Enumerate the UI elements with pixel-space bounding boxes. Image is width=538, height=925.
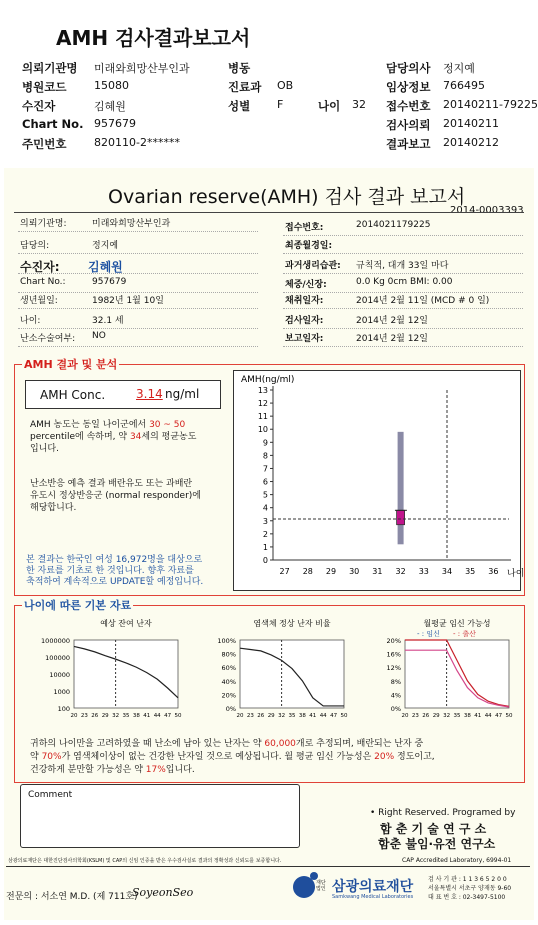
cap-accreditation: CAP Accredited Laboratory, 6994-01 (402, 857, 512, 864)
patient-row-line (18, 273, 258, 274)
signature-image: SoyeonSeo (132, 886, 194, 899)
contact-line: 검 사 기 관 : 1 1 3 6 5 2 0 0 (428, 876, 507, 883)
mini-y-tick-label: 12% (386, 664, 401, 673)
request-field-l4: 담당의사 (386, 61, 431, 75)
remaining-eggs-value: 60,000 (264, 739, 296, 749)
mini-x-tick-label: 47 (330, 713, 338, 719)
mini-y-tick-label: 4% (390, 691, 401, 700)
x-tick-label: 35 (465, 567, 476, 576)
remaining-eggs-chart (26, 614, 191, 730)
mini-x-tick-label: 29 (101, 713, 109, 719)
age-section-title: 나이에 따른 기본 자료 (24, 599, 132, 612)
mini-x-tick-label: 35 (288, 713, 296, 719)
mini-chart-title: 월평균 임신 가능성 (423, 619, 491, 628)
contact-line: 대 표 번 호 : 02-3497-5100 (428, 894, 506, 901)
y-tick-label: 4 (262, 503, 268, 513)
mini-chart-title: 염색체 정상 난자 비율 (253, 619, 331, 628)
response-prediction-text (30, 478, 201, 514)
para1-c: percentile에 속하며, 약 (30, 432, 130, 442)
amh-iqr-box (397, 510, 405, 524)
patient-label-6: 난소수술여부: (20, 334, 76, 344)
mini-y-tick-label: 0% (225, 705, 236, 713)
title-divider (14, 212, 524, 213)
percentile-range: 30 ~ 50 (149, 420, 186, 430)
patient-value-1: 정지예 (92, 241, 119, 251)
patient-value-6: NO (92, 331, 106, 341)
mini-x-tick-label: 41 (309, 713, 317, 719)
mini-y-tick-label: 100000 (45, 654, 70, 662)
request-field-l1: 수진자 (22, 99, 56, 113)
x-tick-label: 28 (302, 567, 313, 576)
equivalent-age: 34 (129, 432, 142, 442)
mini-y-tick-label: 8% (390, 677, 401, 686)
patient-value-2: 김혜원 (88, 260, 123, 274)
mini-x-tick-label: 44 (319, 713, 327, 719)
mini-x-tick-label: 26 (257, 713, 265, 719)
rights-text: • Right Reserved. Programed by (370, 808, 516, 818)
contact-line: 서울특별시 서초구 양재동 9-60 (428, 885, 512, 892)
patient-row-line (18, 253, 258, 254)
mini-x-tick-label: 26 (422, 713, 430, 719)
request-field-v1: 미래와희망산부인과 (94, 62, 190, 75)
report-row-line (283, 308, 523, 309)
mini-x-tick-label: 41 (474, 713, 482, 719)
report-label-5: 검사일자: (285, 316, 324, 326)
request-field-v4: 766495 (443, 79, 485, 92)
mini-y-tick-label: 0% (390, 705, 401, 713)
y-tick-label: 10 (257, 425, 268, 435)
mini-x-tick-label: 38 (298, 713, 306, 719)
mini-x-tick-label: 20 (401, 713, 409, 719)
foundation-name: 삼광의료재단 (332, 879, 414, 895)
patient-value-0: 미래와희망산부인과 (92, 219, 171, 229)
mini-x-tick-label: 35 (122, 713, 130, 719)
x-tick-label: 34 (441, 567, 453, 576)
report-label-2: 과거생리습관: (285, 261, 341, 271)
request-field-v2: OB (277, 79, 294, 92)
para2-line: 난소반응 예측 결과 배란유도 또는 과배란 (30, 479, 193, 489)
summary-part: 정도이고, (394, 752, 435, 762)
para2-line: 해당합니다. (30, 503, 77, 513)
request-field-v4: 20140212 (443, 136, 499, 149)
report-label-3: 체중/신장: (285, 280, 327, 290)
amh-age-chart (233, 370, 525, 589)
summary-part: 귀하의 나이만을 고려하였을 때 난소에 남아 있는 난자는 약 (30, 739, 265, 749)
mini-y-tick-label: 40% (221, 677, 236, 686)
patient-value-5: 32.1 세 (92, 316, 124, 326)
y-tick-label: 2 (262, 529, 268, 539)
request-field-l4: 접수번호 (386, 99, 431, 113)
y-tick-label: 7 (262, 464, 268, 474)
request-field-l4: 결과보고 (386, 137, 431, 151)
patient-label-5: 나이: (20, 316, 41, 326)
mini-y-tick-label: 1000000 (41, 637, 70, 645)
request-field-v2: F (277, 98, 284, 111)
mini-x-tick-label: 23 (411, 713, 419, 719)
request-field-l2: 성별 (228, 99, 251, 113)
request-field-v1: 820110-2****** (94, 136, 180, 149)
mini-y-tick-label: 16% (386, 650, 401, 659)
amh-value: 3.14 (136, 387, 163, 401)
report-value-3: 0.0 Kg 0cm BMI: 0.00 (356, 277, 453, 287)
y-tick-label: 9 (262, 438, 268, 448)
lab-name-2: 함춘 불임·유전 연구소 (378, 837, 496, 851)
mini-chart-title: 예상 잔여 난자 (100, 619, 152, 628)
specialist-name: 전문의 : 서소연 M.D. (제 711호) (6, 892, 138, 902)
mini-x-tick-label: 50 (340, 713, 348, 719)
report-doc-number: 2014-0003393 (450, 205, 524, 216)
fine-print: 삼광의료재단은 대한진단검사의학회(KSLM) 및 CAP의 신임 인증을 받은 우수검사실로 결과의 정확성과 신뢰도를 보증합니다. (8, 858, 282, 864)
y-tick-label: 13 (257, 386, 268, 395)
request-field-v4: 20140211 (443, 117, 499, 130)
mini-y-tick-label: 1000 (53, 688, 70, 696)
amh-percentile-text (30, 419, 196, 455)
mini-y-tick-label: 10000 (49, 671, 70, 679)
mini-x-tick-label: 20 (236, 713, 244, 719)
patient-row-line (18, 328, 258, 329)
summary-part: 개로 추정되며, 배란되는 난자 중 (295, 739, 424, 749)
request-field-l1: 의뢰기관명 (22, 61, 78, 75)
mini-x-tick-label: 47 (164, 713, 172, 719)
request-field-v1: 김혜원 (94, 100, 126, 113)
notice-line: 본 결과는 한국인 여성 16,972명을 대상으로 (26, 555, 203, 565)
mini-x-tick-label: 23 (246, 713, 254, 719)
report-row-line (283, 346, 523, 347)
para1-a: AMH 농도는 동일 나이군에서 (30, 420, 150, 430)
mini-y-tick-label: 20% (386, 637, 401, 645)
request-field-v1: 957679 (94, 117, 136, 130)
y-tick-label: 8 (262, 451, 268, 461)
y-tick-label: 0 (262, 556, 268, 565)
mini-y-tick-label: 100% (217, 637, 236, 645)
foundation-name-en: Samkwang Medical Laboratories (332, 894, 414, 900)
mini-x-tick-label: 20 (70, 713, 78, 719)
y-tick-label: 1 (262, 542, 268, 552)
summary-part: 입니다. (165, 765, 195, 775)
summary-part: 가 염색체이상이 없는 건강한 난자일 것으로 예상됩니다. 월 평균 임신 가능성은 (61, 752, 375, 762)
report-label-0: 접수번호: (285, 223, 324, 233)
x-axis-label: 나이 (507, 569, 525, 579)
request-field-v3: 32 (352, 98, 366, 111)
report-row-line (283, 253, 523, 254)
x-tick-label: 33 (418, 567, 429, 576)
report-row-line (283, 235, 523, 236)
foundation-logo-dot-icon (310, 872, 318, 880)
mini-y-tick-label: 20% (221, 691, 236, 700)
notice-line: 축적하여 계속적으로 UPDATE할 예정입니다. (26, 577, 204, 587)
x-tick-label: 36 (488, 567, 499, 576)
y-tick-label: 6 (262, 477, 268, 487)
report-label-1: 최종월경일: (285, 241, 333, 251)
mini-x-tick-label: 32 (443, 713, 451, 719)
mini-x-tick-label: 29 (432, 713, 440, 719)
mini-y-tick-label: 100 (57, 705, 70, 713)
report-value-4: 2014년 2월 11일 (MCD # 0 일) (356, 296, 490, 306)
patient-label-1: 담당의: (20, 241, 50, 251)
mini-x-tick-label: 41 (143, 713, 151, 719)
normal-eggs-value: 70% (41, 752, 62, 762)
request-field-l4: 임상정보 (386, 80, 431, 94)
patient-row-line (18, 346, 258, 347)
patient-label-2: 수진자: (20, 260, 60, 274)
request-field-l3: 나이 (318, 99, 341, 113)
amh-range-bar (398, 432, 404, 544)
y-tick-label: 11 (257, 412, 268, 422)
request-field-l1: Chart No. (22, 117, 84, 131)
request-field-l2: 병동 (228, 61, 251, 75)
amh-section-title: AMH 결과 및 분석 (24, 358, 118, 371)
report-label-4: 채취일자: (285, 296, 324, 306)
mini-x-tick-label: 32 (112, 713, 120, 719)
report-value-5: 2014년 2월 12일 (356, 316, 428, 326)
delivery-value: 17% (145, 765, 166, 775)
lab-name-1: 함 춘 기 술 연 구 소 (380, 822, 487, 836)
para1-e: 세의 평균농도 (141, 432, 197, 442)
report-label-6: 보고일자: (285, 334, 324, 344)
patient-row-line (18, 308, 258, 309)
patient-row-line (18, 231, 258, 232)
report-row-line (283, 273, 523, 274)
report-title: Ovarian reserve(AMH) 검사 결과 보고서 (108, 186, 466, 208)
mini-x-tick-label: 35 (453, 713, 461, 719)
report-value-2: 규칙적, 대개 33일 마다 (356, 261, 449, 271)
amh-conc-label: AMH Conc. (40, 388, 106, 402)
mini-x-tick-label: 32 (278, 713, 286, 719)
mini-y-tick-label: 60% (221, 664, 236, 673)
patient-label-3: Chart No.: (20, 277, 66, 287)
summary-part: 건강하게 분만할 가능성은 약 (30, 765, 146, 775)
page-title: AMH 검사결과보고서 (56, 26, 251, 50)
x-tick-label: 30 (349, 567, 360, 576)
mini-x-tick-label: 44 (484, 713, 492, 719)
data-notice-text (26, 555, 203, 588)
x-tick-label: 31 (372, 567, 383, 576)
patient-label-0: 의뢰기관명: (20, 219, 67, 229)
patient-value-4: 1982년 1월 10일 (92, 296, 164, 306)
request-field-v4: 20140211-79225 (443, 98, 538, 111)
mini-x-tick-label: 50 (505, 713, 513, 719)
request-field-l2: 진료과 (228, 80, 262, 94)
para2-line: 유도시 정상반응군 (normal responder)에 (30, 491, 201, 501)
patient-label-4: 생년월일: (20, 296, 58, 306)
y-tick-label: 12 (257, 399, 268, 409)
amh-unit: ng/ml (165, 387, 200, 401)
footer-divider (6, 866, 530, 867)
y-tick-label: 3 (262, 516, 268, 526)
mini-y-tick-label: 80% (221, 650, 236, 659)
comment-label: Comment (28, 790, 73, 800)
mini-x-tick-label: 50 (174, 713, 182, 719)
monthly-pregnancy-chart (357, 614, 522, 730)
foundation-type: 재단법인 (316, 880, 326, 892)
y-tick-label: 5 (262, 490, 268, 500)
notice-line: 한 자료를 기초로 한 것입니다. 향후 자료를 (26, 566, 194, 576)
request-field-v4: 정지예 (443, 62, 475, 75)
legend-delivery: - : 출산 (453, 630, 476, 638)
mini-x-tick-label: 38 (463, 713, 471, 719)
report-value-0: 2014021179225 (356, 220, 431, 230)
mini-x-tick-label: 26 (91, 713, 99, 719)
y-axis-label: AMH(ng/ml) (241, 375, 295, 385)
mini-x-tick-label: 23 (80, 713, 88, 719)
age-summary-text (30, 738, 435, 777)
mini-x-tick-label: 29 (267, 713, 275, 719)
summary-part: 약 (30, 752, 42, 762)
report-value-6: 2014년 2월 12일 (356, 334, 428, 344)
contact-info (428, 875, 511, 902)
amh-report-sheet (4, 168, 534, 920)
mini-x-tick-label: 44 (153, 713, 161, 719)
x-tick-label: 27 (279, 567, 290, 576)
request-field-l1: 주민번호 (22, 137, 67, 151)
patient-value-3: 957679 (92, 277, 127, 287)
request-field-l4: 검사의뢰 (386, 118, 431, 132)
x-tick-label: 29 (325, 567, 337, 576)
x-tick-label: 32 (395, 567, 406, 576)
legend-pregnancy: - : 임신 (417, 630, 440, 638)
request-field-v1: 15080 (94, 79, 129, 92)
para1-f: 입니다. (30, 444, 59, 454)
normal-chromosome-chart (192, 614, 357, 730)
mini-x-tick-label: 38 (132, 713, 140, 719)
request-field-l1: 병원코드 (22, 80, 67, 94)
mini-x-tick-label: 47 (495, 713, 503, 719)
report-row-line (283, 328, 523, 329)
pregnancy-value: 20% (374, 752, 395, 762)
